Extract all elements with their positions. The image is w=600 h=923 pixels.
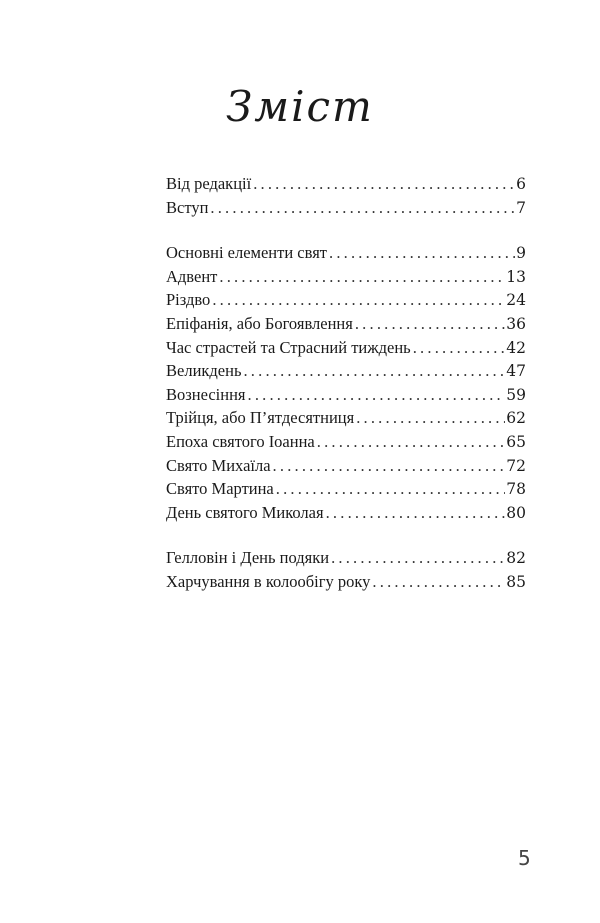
toc-entry[interactable] xyxy=(166,241,526,265)
toc-entry[interactable] xyxy=(166,196,526,220)
toc-entry-label: Трійця, або П’ятдесятниця xyxy=(166,408,355,428)
toc-entry-label: Гелловін і День подяки xyxy=(166,548,330,568)
toc-entry[interactable] xyxy=(166,546,526,570)
dot-leader xyxy=(356,406,505,430)
dot-leader xyxy=(372,570,505,594)
toc-entry[interactable] xyxy=(166,501,526,525)
toc-entry-label: Адвент xyxy=(166,266,218,286)
dot-leader xyxy=(413,336,506,360)
toc-entry-label: Свято Мартина xyxy=(166,479,274,499)
dot-leader xyxy=(273,454,506,478)
toc-entry-page: 85 xyxy=(506,572,526,591)
page-number: 5 xyxy=(518,846,531,870)
toc-entry-page: 7 xyxy=(516,198,526,217)
toc-group-front-matter xyxy=(166,172,526,219)
toc-entry-label: Час страстей та Страсний тиждень xyxy=(166,337,411,357)
toc-entry-page: 42 xyxy=(506,338,526,357)
toc-entry-label: Від редакції xyxy=(166,174,252,193)
table-of-contents xyxy=(166,172,526,616)
toc-entry-page: 80 xyxy=(506,503,526,522)
toc-entry[interactable] xyxy=(166,359,526,383)
dot-leader xyxy=(210,196,515,220)
toc-entry-page: 36 xyxy=(506,314,526,333)
toc-entry-page: 13 xyxy=(506,267,526,286)
toc-entry-label: Харчування в колообігу року xyxy=(166,571,371,591)
page-title: Зміст xyxy=(226,82,374,131)
toc-entry-label: Великдень xyxy=(166,361,242,381)
toc-entry-label: Вступ xyxy=(166,197,209,217)
dot-leader xyxy=(212,288,505,312)
toc-entry-label: Вознесіння xyxy=(166,384,246,404)
dot-leader xyxy=(276,477,506,501)
toc-entry[interactable] xyxy=(166,265,526,289)
toc-entry-page: 9 xyxy=(516,244,526,263)
toc-entry[interactable] xyxy=(166,406,526,430)
toc-entry[interactable] xyxy=(166,336,526,360)
toc-entry[interactable] xyxy=(166,454,526,478)
toc-group-back-matter xyxy=(166,546,526,593)
toc-entry-label: Епіфанія, або Богоявлення xyxy=(166,313,353,333)
dot-leader xyxy=(326,501,506,525)
toc-entry-page: 72 xyxy=(506,456,526,475)
toc-entry[interactable] xyxy=(166,172,526,196)
toc-entry-page: 47 xyxy=(506,362,526,381)
toc-entry-page: 78 xyxy=(506,480,526,499)
toc-entry[interactable] xyxy=(166,383,526,407)
toc-entry-page: 62 xyxy=(506,409,526,428)
toc-entry[interactable] xyxy=(166,430,526,454)
dot-leader xyxy=(317,430,506,454)
toc-entry-page: 82 xyxy=(506,549,526,568)
dot-leader xyxy=(243,359,505,383)
toc-entry-label: Епоха святого Іоанна xyxy=(166,431,315,451)
toc-entry-page: 65 xyxy=(506,432,526,451)
dot-leader xyxy=(331,546,505,570)
toc-group-main xyxy=(166,241,526,524)
toc-entry[interactable] xyxy=(166,570,526,594)
dot-leader xyxy=(355,312,505,336)
dot-leader xyxy=(248,383,506,407)
toc-entry-page: 6 xyxy=(516,175,526,193)
toc-entry[interactable] xyxy=(166,477,526,501)
toc-entry[interactable] xyxy=(166,288,526,312)
toc-entry-page: 59 xyxy=(506,385,526,404)
dot-leader xyxy=(219,265,505,289)
toc-entry[interactable] xyxy=(166,312,526,336)
toc-entry-label: Свято Михаїла xyxy=(166,455,271,475)
dot-leader xyxy=(329,241,515,265)
toc-entry-label: День святого Миколая xyxy=(166,502,324,522)
toc-entry-label: Основні елементи свят xyxy=(166,243,327,263)
toc-entry-label: Різдво xyxy=(166,290,211,310)
dot-leader xyxy=(253,172,515,196)
toc-entry-page: 24 xyxy=(506,291,526,310)
